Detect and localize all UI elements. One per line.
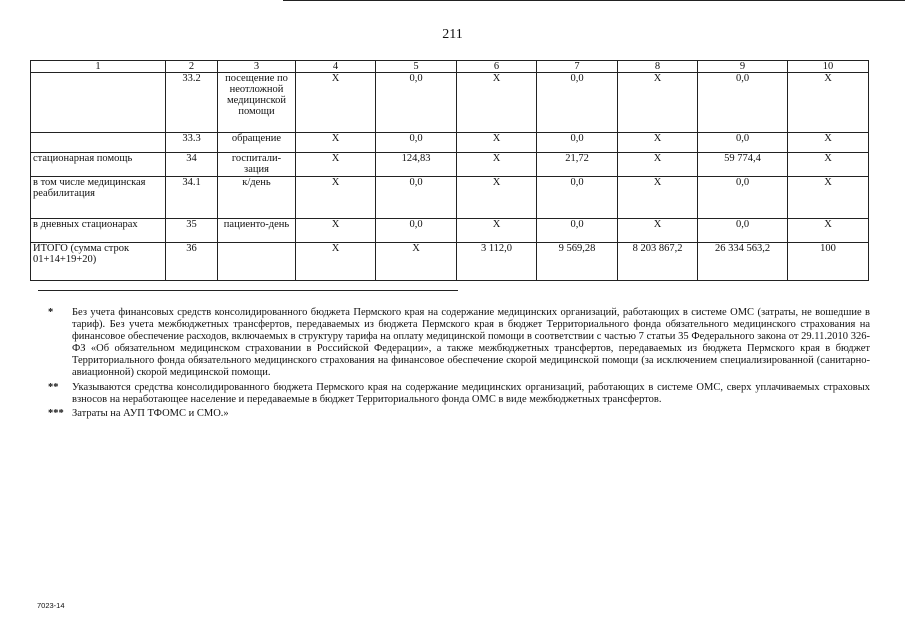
footnote-separator [38,290,458,291]
table-cell: Х [457,219,537,243]
footnote [48,307,870,380]
row-code: 34 [166,153,218,177]
col-number: 5 [376,61,457,73]
table-cell: Х [296,177,376,219]
table-cell: Х [296,153,376,177]
table-row-total [31,243,869,281]
unit-cell: к/день [218,177,296,219]
table-cell: Х [296,73,376,133]
row-code: 35 [166,219,218,243]
table-cell: Х [788,133,869,153]
footnote-text: Затраты на АУП ТФОМС и СМО.» [72,407,229,419]
table-cell: Х [296,133,376,153]
table-cell: 9 569,28 [537,243,618,281]
footnote-mark: ** [48,381,59,393]
footnote [48,408,870,420]
unit-cell: посещение по неотложной медицинской помощи [218,73,296,133]
table-cell: 0,0 [376,219,457,243]
table-cell: Х [457,73,537,133]
table-cell: Х [788,219,869,243]
table-cell: Х [296,243,376,281]
table-cell: 0,0 [698,219,788,243]
table-cell: 0,0 [698,73,788,133]
top-rule [283,0,905,1]
table-cell: Х [618,219,698,243]
unit-cell: пациенто-день [218,219,296,243]
row-label: стационарная помощь [31,153,166,177]
table-cell: 0,0 [376,177,457,219]
col-number: 6 [457,61,537,73]
table-cell: 0,0 [537,177,618,219]
unit-cell: госпитали-зация [218,153,296,177]
col-number: 9 [698,61,788,73]
table-cell: 100 [788,243,869,281]
row-code: 34.1 [166,177,218,219]
table-row [31,73,869,133]
footnote-mark: * [48,307,54,318]
table-cell: Х [376,243,457,281]
table-row [31,153,869,177]
footnote-mark: *** [48,407,64,419]
page-number: 211 [442,27,463,42]
col-number: 3 [218,61,296,73]
col-number: 1 [31,61,166,73]
footnote-text: Без учета финансовых средств консолидированного бюджета Пермского края на содержание медицинских организаций, работающих в системе ОМС (затраты, не вошедшие в тариф). Без учета межбюджетных трансфертов, передаваемых из бюджета Пермского края в бюджет Территориального фонда обязательного медицинского страхования на финансовое обеспечение расходов, включаемых в структуру тарифа на оплату медицинской помощи в соответствии с частью 7 статьи 35 Федерального закона от 29.11.2010 326-ФЗ «Об обязательном медицинском страховании в Российской Федерации», а также межбюджетных трансфертов, передаваемых из бюджета Пермского края в бюджет Территориального фонда обязательного медицинского страхования на финансовое обеспечение скорой медицинской помощи (за исключением специализированной (санитарно-авиационной) скорой медицинской помощи. [72,307,870,379]
table-cell: 3 112,0 [457,243,537,281]
table-cell: Х [457,153,537,177]
row-label [31,73,166,133]
table-cell: Х [618,73,698,133]
col-number: 4 [296,61,376,73]
table-cell: Х [788,73,869,133]
row-label [31,133,166,153]
financing-table [30,60,869,281]
table-cell: 0,0 [376,133,457,153]
table-cell: 0,0 [537,133,618,153]
table-cell: 59 774,4 [698,153,788,177]
table-row [31,219,869,243]
row-code: 36 [166,243,218,281]
table-cell: 0,0 [537,73,618,133]
table-cell: Х [618,177,698,219]
col-number: 7 [537,61,618,73]
table-cell: 26 334 563,2 [698,243,788,281]
table-cell: Х [296,219,376,243]
table-cell: Х [788,177,869,219]
table-cell: Х [618,133,698,153]
table-cell: 0,0 [698,133,788,153]
table-cell: Х [618,153,698,177]
unit-cell: обращение [218,133,296,153]
table-cell: 124,83 [376,153,457,177]
table-cell: 0,0 [376,73,457,133]
row-code: 33.2 [166,73,218,133]
table-cell: 0,0 [698,177,788,219]
footnotes [48,307,870,422]
col-number: 2 [166,61,218,73]
table-row [31,177,869,219]
unit-cell [218,243,296,281]
col-number: 10 [788,61,869,73]
footnote-text: Указываются средства консолидированного бюджета Пермского края на содержание медицинских организаций, работающих в системе ОМС, сверх уплачиваемых страховых взносов на неработающее население и передаваемые в бюджет Территориального фонда ОМС в виде межбюджетных трансфертов. [72,381,870,405]
table-cell: 21,72 [537,153,618,177]
table-cell: 0,0 [537,219,618,243]
table-cell: Х [457,177,537,219]
row-code: 33.3 [166,133,218,153]
footnote [48,382,870,406]
col-number: 8 [618,61,698,73]
table-row [31,133,869,153]
table-cell: 8 203 867,2 [618,243,698,281]
table-cell: Х [788,153,869,177]
row-label: в дневных стационарах [31,219,166,243]
row-label: в том числе медицинская реабилитация [31,177,166,219]
row-label: ИТОГО (сумма строк 01+14+19+20) [31,243,166,281]
form-code: 7023-14 [37,601,65,610]
column-number-row [31,61,869,73]
table-cell: Х [457,133,537,153]
